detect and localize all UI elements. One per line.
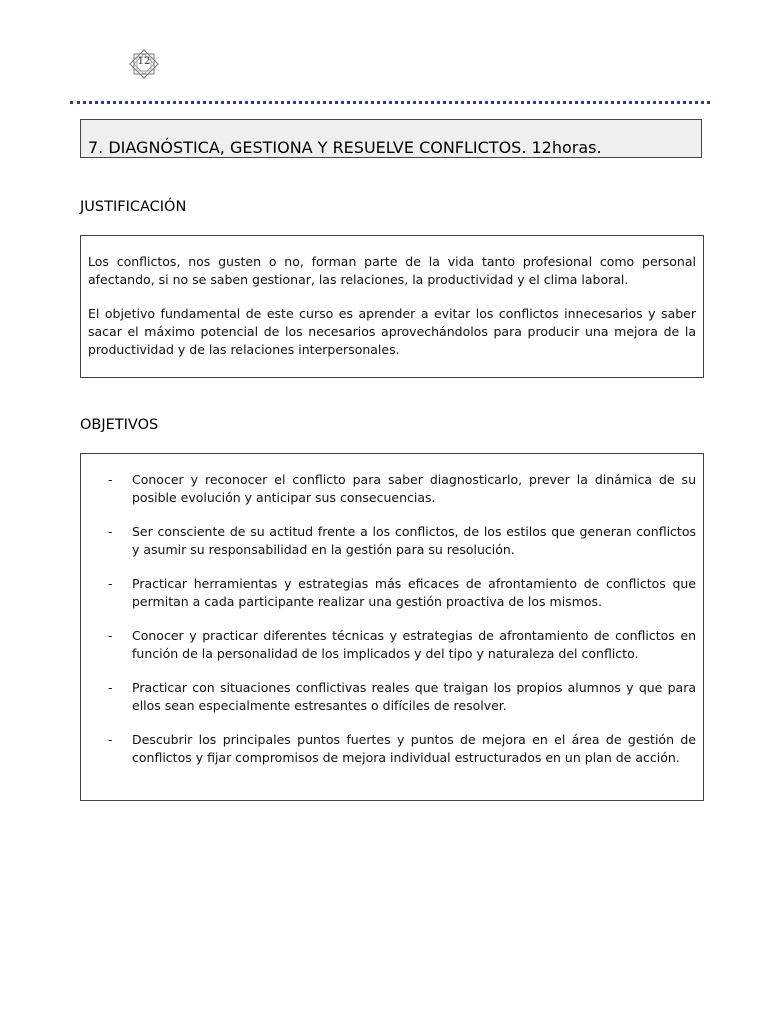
list-item — [104, 471, 696, 507]
list-item-text: Descubrir los principales puntos fuertes y puntos de mejora en el área de gestión de conflictos y fijar compromisos de mejora individual estructurados en un plan de acción. — [132, 732, 696, 765]
list-item — [104, 523, 696, 559]
justificacion-heading: JUSTIFICACIÓN — [80, 199, 187, 215]
list-item — [104, 731, 696, 767]
page-number-badge — [126, 46, 162, 82]
course-title-box — [80, 119, 702, 158]
page-number: 12 — [137, 56, 151, 67]
justificacion-paragraph: El objetivo fundamental de este curso es aprender a evitar los conflictos innecesarios y saber sacar el máximo potencial de los necesarios aprovechándolos para producir una mejora de la productividad y de las relaciones interpersonales. — [88, 306, 696, 357]
list-item-text: Practicar con situaciones conflictivas reales que traigan los propios alumnos y que para ellos sean especialmente estresantes o difíciles de resolver. — [132, 680, 696, 713]
list-bullet: - — [108, 576, 113, 591]
list-bullet: - — [108, 732, 113, 747]
list-bullet: - — [108, 524, 113, 539]
objetivos-list — [104, 471, 696, 767]
justificacion-box — [80, 235, 704, 378]
objetivos-heading: OBJETIVOS — [80, 417, 159, 433]
list-item — [104, 679, 696, 715]
list-item-text: Ser consciente de su actitud frente a los conflictos, de los estilos que generan conflictos y asumir su responsabilidad en la gestión para su resolución. — [132, 524, 696, 557]
course-title: 7. DIAGNÓSTICA, GESTIONA Y RESUELVE CONFLICTOS. 12horas. — [88, 138, 602, 157]
list-bullet: - — [108, 680, 113, 695]
list-item — [104, 627, 696, 663]
header-divider — [70, 101, 710, 104]
list-item-text: Conocer y reconocer el conflicto para saber diagnosticarlo, prever la dinámica de su posible evolución y anticipar sus consecuencias. — [132, 472, 696, 505]
justificacion-paragraph: Los conflictos, nos gusten o no, forman parte de la vida tanto profesional como personal afectando, si no se saben gestionar, las relaciones, la productividad y el clima laboral. — [88, 254, 696, 287]
list-item-text: Practicar herramientas y estrategias más eficaces de afrontamiento de conflictos que permitan a cada participante realizar una gestión proactiva de los mismos. — [132, 576, 696, 609]
list-item-text: Conocer y practicar diferentes técnicas y estrategias de afrontamiento de conflictos en función de la personalidad de los implicados y del tipo y naturaleza del conflicto. — [132, 628, 696, 661]
objetivos-box — [80, 453, 704, 801]
list-item — [104, 575, 696, 611]
list-bullet: - — [108, 472, 113, 487]
list-bullet: - — [108, 628, 113, 643]
